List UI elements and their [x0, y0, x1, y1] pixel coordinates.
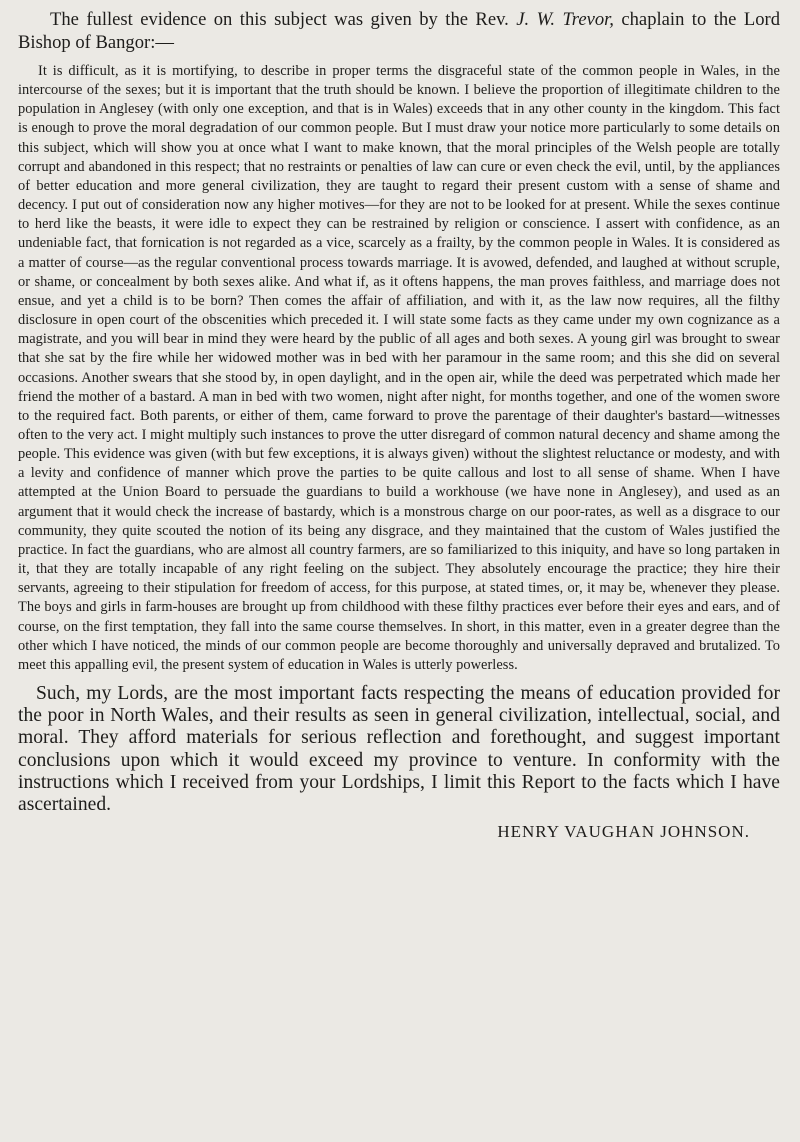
intro-paragraph	[18, 8, 780, 54]
quoted-evidence: It is difficult, as it is mortifying, to describe in proper terms the disgraceful state of the common people in Wales, in the intercourse of the sexes; but it is important that the truth should be known. I believe the proportion of illegitimate children to the population in Anglesey (with only one exception, and that is in Wales) exceeds that in any other county in the kingdom. This fact is enough to prove the moral degradation of our common people. But I must draw your notice more particularly to some details on this subject, which will show you at once what I want to make known, that the moral principles of the Welsh people are totally corrupt and abandoned in this respect; that no restraints or penalties of law can cure or even check the evil, until, by the appliances of better education and more general civilization, they are taught to regard their present custom with a sense of shame and decency. I put out of consideration now any higher motives—for they are not to be looked for at present. While the sexes continue to herd like the beasts, it were idle to expect they can be restrained by religion or conscience. I assert with confidence, as an undeniable fact, that fornication is not regarded as a vice, scarcely as a frailty, by the common people in Wales. It is considered as a matter of course—as the regular conventional process towards marriage. It is avowed, defended, and laughed at without scruple, or shame, or concealment by both sexes alike. And what if, as it oftens happens, the man proves faithless, and marriage does not ensue, and yet a child is to be born? Then comes the affair of affiliation, and with it, as the law now requires, all the filthy disclosure in open court of the obscenities which preceded it. I will state some facts as they came under my own cognizance as a magistrate, and you will bear in mind they were heard by the public of all ages and both sexes. A young girl was brought to swear that she sat by the fire while her widowed mother was in bed with her paramour in the same room; and this she did on several occasions. Another swears that she stood by, in open daylight, and in the open air, while the deed was perpetrated which made her friend the mother of a bastard. A man in bed with two women, night after night, for months together, and one of the women swore to the required fact. Both parents, or either of them, came forward to prove the parentage of their daughter's bastard—witnesses often to the very act. I might multiply such instances to prove the utter disregard of common natural decency and shame among the people. This evidence was given (with but few exceptions, it is always given) without the slightest reluctance or modesty, and with a levity and confidence of manner which prove the parties to be quite callous and lost to all sense of shame. When I have attempted at the Union Board to persuade the guardians to build a workhouse (we have none in Anglesey), and used as an argument that it would check the increase of bastardy, which is a monstrous charge on our poor-rates, as well as a disgrace to our community, they quite scouted the notion of its being any disgrace, and they maintained that the custom of Wales justified the practice. In fact the guardians, who are almost all country farmers, are so familiarized to this iniquity, and have so long partaken in it, that they are totally incapable of any right feeling on the subject. They absolutely encourage the practice; they hire their servants, agreeing to their stipulation for freedom of access, for this purpose, at stated times, or, it may be, whenever they please. The boys and girls in farm-houses are brought up from childhood with these filthy practices ever before their eyes and ears, and of course, on the first temptation, they fall into the same course themselves. In short, in this matter, even in a greater degree than the other which I have noticed, the minds of our common people are become thoroughly and universally depraved and brutalized. To meet this appalling evil, the present system of education in Wales is utterly powerless.	[18, 63, 780, 673]
closing-paragraph: Such, my Lords, are the most important facts respecting the means of education provided for the poor in North Wales, and their results as seen in general civilization, intellectual, social, and moral. They afford materials for serious reflection and forethought, and suggest important conclusions upon which it would exceed my province to venture. In conformity with the instructions which I received from your Lordships, I limit this Report to the facts which I have ascertained.	[18, 683, 780, 816]
signature: HENRY VAUGHAN JOHNSON.	[497, 822, 750, 842]
intro-text: The fullest evidence on this subject was given by the Rev.	[50, 9, 517, 30]
intro-text-end: chaplain to the Lord Bishop of Bangor:—	[18, 9, 780, 53]
witness-name: J. W. Trevor,	[516, 9, 614, 30]
